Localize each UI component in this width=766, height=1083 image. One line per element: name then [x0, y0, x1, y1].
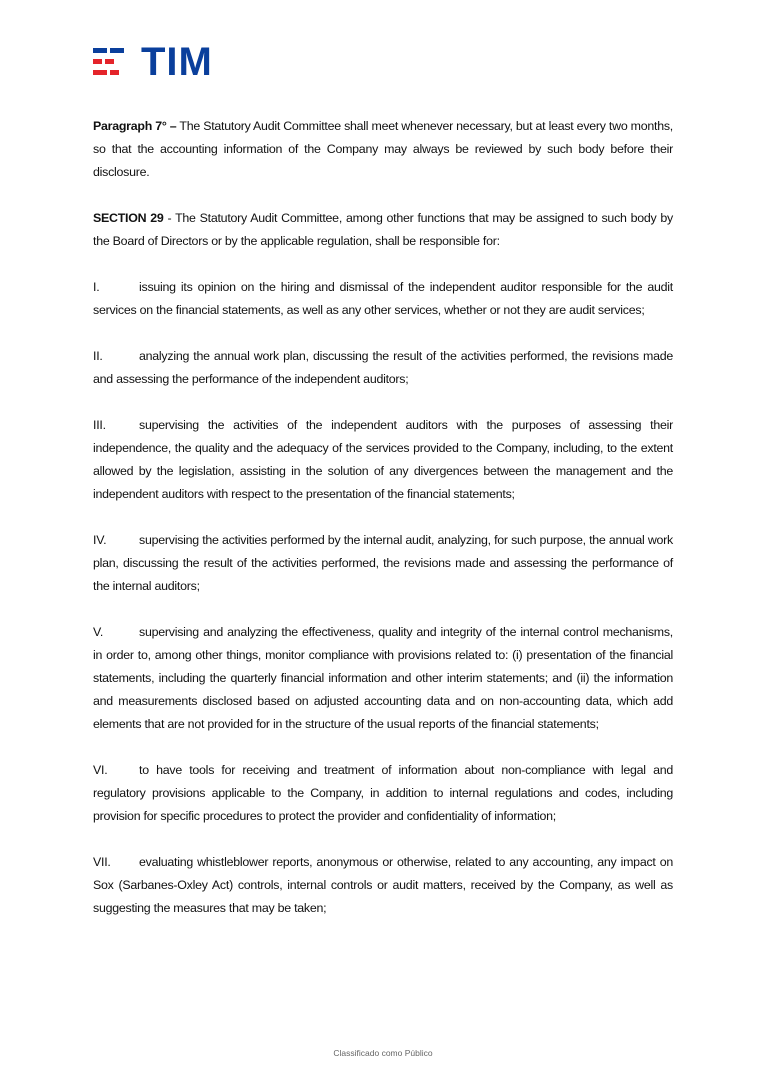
- paragraph-7: [93, 115, 673, 184]
- item-number: VI.: [93, 763, 108, 777]
- list-item-vii: [93, 851, 673, 920]
- item-text: evaluating whistleblower reports, anonymous or otherwise, related to any accounting, any impact on Sox (Sarbanes-Oxley Act) controls, internal controls or audit matters, received by the Company, as well as suggesting the measures that may be taken;: [93, 855, 673, 915]
- item-text: supervising the activities of the independent auditors with the purposes of assessing their independence, the quality and the adequacy of the services provided to the Company, including, to the extent allowed by the legislation, assisting in the solution of any divergences between the management and the independent auditors with respect to the presentation of the financial statements;: [93, 418, 673, 501]
- item-number: II.: [93, 349, 103, 363]
- item-text: issuing its opinion on the hiring and dismissal of the independent auditor responsible for the audit services on the financial statements, as well as any other services, whether or not they are audit services;: [93, 280, 673, 317]
- item-text: supervising the activities performed by the internal audit, analyzing, for such purpose, the annual work plan, discussing the result of the activities performed, the revisions made and assessing the performance of the internal auditors;: [93, 533, 673, 593]
- classification-footer: Classificado como Público: [333, 1048, 433, 1058]
- item-number: VII.: [93, 855, 111, 869]
- item-number: III.: [93, 418, 106, 432]
- list-item-ii: [93, 345, 673, 391]
- document-body: [93, 115, 673, 943]
- section-text: - The Statutory Audit Committee, among other functions that may be assigned to such body by the Board of Directors or by the applicable regulation, shall be responsible for:: [93, 211, 673, 248]
- list-item-iii: [93, 414, 673, 506]
- item-text: analyzing the annual work plan, discussing the result of the activities performed, the revisions made and assessing the performance of the independent auditors;: [93, 349, 673, 386]
- item-number: V.: [93, 625, 104, 639]
- list-item-vi: [93, 759, 673, 828]
- section-lead: SECTION 29: [93, 211, 164, 225]
- list-item-iv: [93, 529, 673, 598]
- item-number: I.: [93, 280, 100, 294]
- list-item-i: [93, 276, 673, 322]
- section-29: [93, 207, 673, 253]
- item-text: to have tools for receiving and treatment of information about non-compliance with legal and regulatory provisions applicable to the Company, in addition to internal regulations and codes, including provision for specific procedures to protect the provider and confidentiality of information;: [93, 763, 673, 823]
- brand-name: TIM: [141, 40, 213, 84]
- tim-logo: [93, 40, 213, 84]
- tim-stripes-logo-icon: [93, 46, 137, 78]
- list-item-v: [93, 621, 673, 736]
- paragraph-lead: Paragraph 7° –: [93, 119, 177, 133]
- paragraph-text: The Statutory Audit Committee shall meet whenever necessary, but at least every two months, so that the accounting information of the Company may always be reviewed by such body before their disclosure.: [93, 119, 673, 179]
- item-number: IV.: [93, 533, 107, 547]
- item-text: supervising and analyzing the effectiveness, quality and integrity of the internal control mechanisms, in order to, among other things, monitor compliance with provisions related to: (i) presentation of the financial statements, including the quarterly financial information and other interim statements; and (ii) the information and measurements disclosed based on adjusted accounting data and on non-accounting data, which add elements that are not provided for in the structure of the usual reports of the financial statements;: [93, 625, 673, 731]
